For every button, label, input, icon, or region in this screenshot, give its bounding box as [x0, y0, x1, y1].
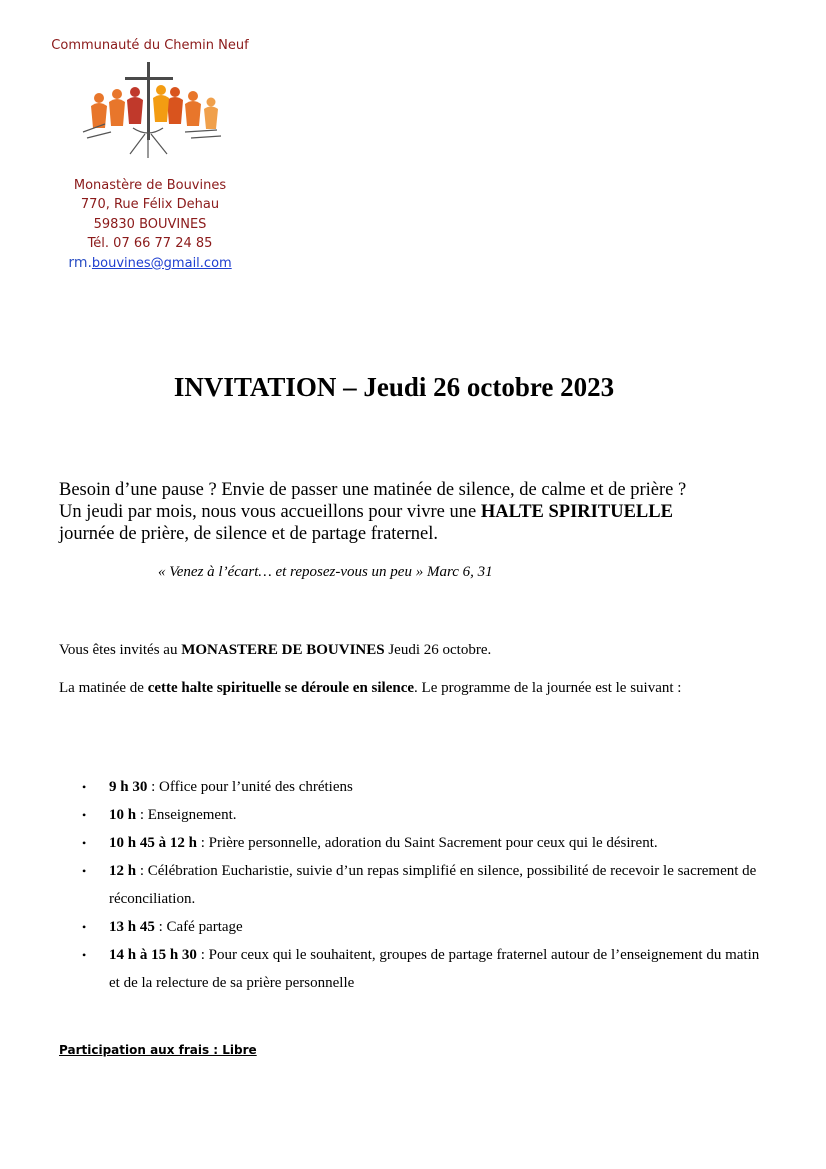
program-item	[82, 829, 762, 857]
page-title: INVITATION – Jeudi 26 octobre 2023	[173, 372, 615, 402]
community-name: Communauté du Chemin Neuf	[51, 38, 249, 53]
letterhead	[40, 36, 260, 273]
paragraph-text: Vous êtes invités au	[59, 642, 182, 658]
program-text: : Café partage	[154, 919, 243, 935]
program-text: : Office pour l’unité des chrétiens	[147, 779, 353, 795]
program-time: 10 h 45 à 12 h	[109, 835, 197, 851]
bullet-icon: •	[82, 948, 87, 962]
program-time: 12 h	[109, 863, 137, 879]
program-item	[82, 773, 762, 801]
paragraph-bold: MONASTERE DE BOUVINES	[181, 642, 385, 658]
bullet-icon: •	[82, 920, 87, 934]
intro-highlight: HALTE SPIRITUELLE	[480, 502, 673, 522]
intro-line: Besoin d’une pause ? Envie de passer une matinée de silence, de calme et de prière ?	[59, 480, 687, 500]
bullet-icon: •	[82, 808, 87, 822]
paragraph-text: Jeudi 26 octobre.	[384, 642, 492, 658]
bullet-icon: •	[82, 780, 87, 794]
participation-note: Participation aux frais : Libre	[59, 1043, 257, 1057]
program-item	[82, 913, 762, 941]
phone-line: Tél. 07 66 77 24 85	[87, 236, 213, 251]
address-line: Monastère de Bouvines	[73, 177, 227, 193]
program-text: : Prière personnelle, adoration du Saint Sacrement pour ceux qui le désirent.	[196, 835, 658, 851]
email-link[interactable]: bouvines@gmail.com	[91, 255, 232, 271]
program-item	[82, 857, 762, 913]
email-line	[40, 254, 260, 274]
paragraph-text: . Le programme de la journée est le suivant :	[414, 680, 682, 696]
program-time: 13 h 45	[109, 919, 155, 935]
paragraph-bold: cette halte spirituelle se déroule en silence	[147, 680, 415, 696]
scripture-quote: « Venez à l’écart… et reposez-vous un peu » Marc 6, 31	[158, 564, 493, 580]
intro-paragraph	[59, 479, 779, 545]
program-text: : Pour ceux qui le souhaitent, groupes de partage fraternel autour de l’enseignement du matin et de la relecture de sa prière personnelle	[109, 947, 760, 991]
paragraph-text: La matinée de	[59, 680, 148, 696]
program-time: 10 h	[109, 807, 137, 823]
program-text: : Enseignement.	[136, 807, 237, 823]
location-paragraph	[59, 640, 759, 660]
program-time: 9 h 30	[109, 779, 148, 795]
address-line: 59830 BOUVINES	[93, 216, 207, 232]
silence-paragraph	[59, 678, 739, 698]
program-list	[82, 773, 762, 997]
email-prefix: rm.	[68, 254, 92, 271]
intro-text: Un jeudi par mois, nous vous accueillons pour vivre une	[59, 502, 481, 522]
intro-line: journée de prière, de silence et de partage fraternel.	[59, 524, 439, 544]
program-item	[82, 941, 762, 997]
intro-line	[59, 501, 779, 523]
program-time: 14 h à 15 h 30	[109, 947, 197, 963]
bullet-icon: •	[82, 836, 87, 850]
community-logo-icon	[75, 62, 225, 162]
address-line: 770, Rue Félix Dehau	[80, 197, 220, 212]
program-item	[82, 801, 762, 829]
program-text: : Célébration Eucharistie, suivie d’un repas simplifié en silence, possibilité de recevoir le sacrement de réconciliation.	[109, 863, 757, 907]
bullet-icon: •	[82, 864, 87, 878]
address-block	[40, 176, 260, 274]
